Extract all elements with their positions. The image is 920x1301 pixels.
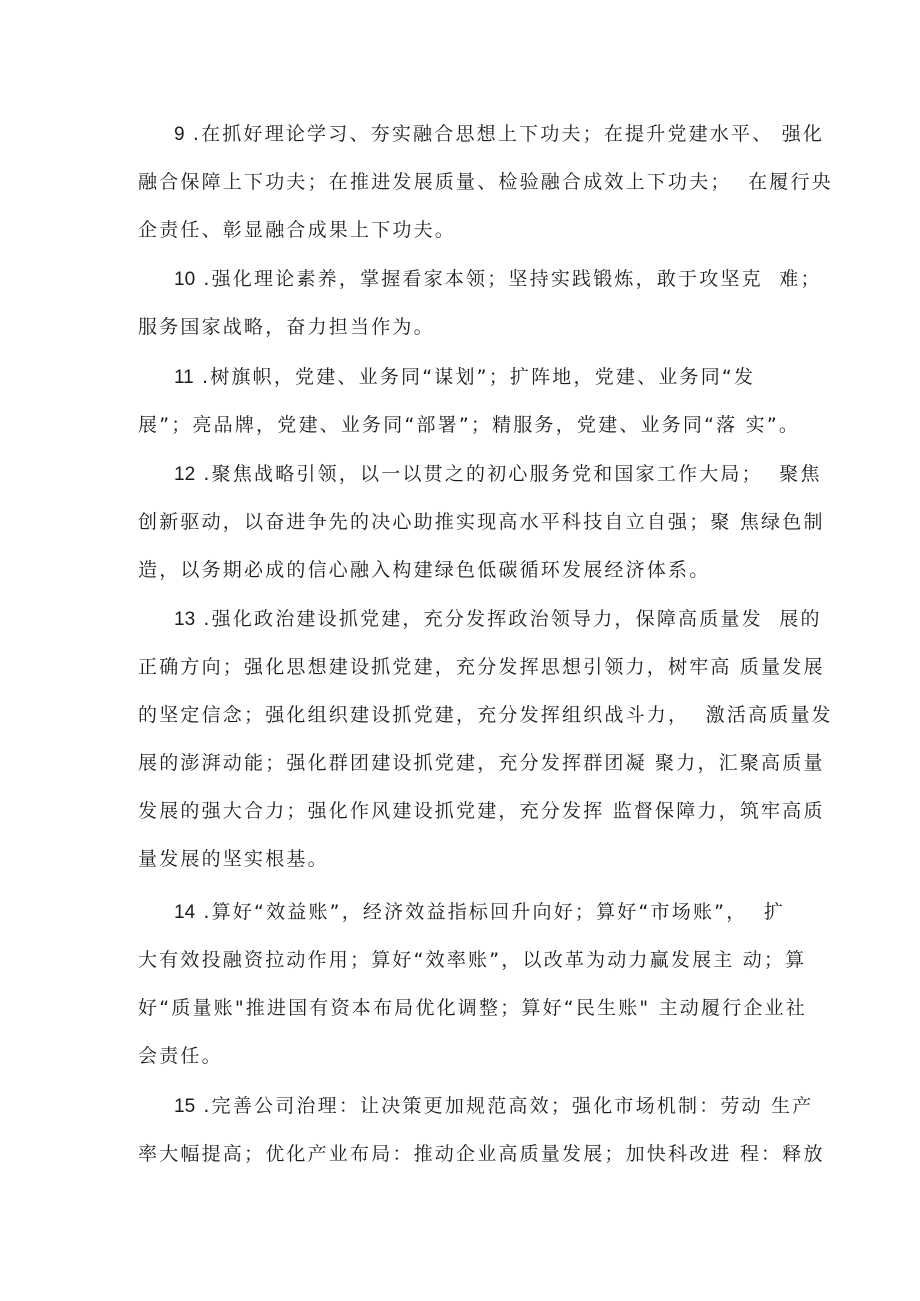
- paragraph-line: 正确方向；强化思想建设抓党建，充分发挥思想引领力，树牢高 质量发展: [138, 656, 825, 678]
- paragraph-line: 14 .算好“效益账”，经济效益指标回升向好；算好“市场账”， 扩: [174, 901, 786, 923]
- paragraph-line: 9 .在抓好理论学习、夯实融合思想上下功夫；在提升党建水平、 强化: [174, 123, 825, 145]
- paragraph-line: 15 .完善公司治理：让决策更加规范高效；强化市场机制：劳动 生产: [174, 1095, 814, 1117]
- paragraph-number: 9: [174, 124, 185, 145]
- paragraph-line: 创新驱动，以奋进争先的决心助推实现高水平科技自立自强；聚 焦绿色制: [138, 511, 825, 533]
- paragraph-line: 大有效投融资拉动作用；算好“效率账”，以改革为动力赢发展主 动；算: [138, 949, 807, 971]
- paragraph-line: 展的澎湃动能；强化群团建设抓党建，充分发挥群团凝 聚力，汇聚高质量: [138, 752, 825, 774]
- paragraph-number: 14: [174, 902, 196, 923]
- paragraph-line: 好“质量账"推进国有资本布局优化调整；算好“民生账" 主动履行企业社: [138, 997, 808, 1019]
- paragraph-number: 15: [174, 1096, 196, 1117]
- paragraph-line: 量发展的坚实根基。: [138, 848, 329, 870]
- paragraph-line: 率大幅提高；优化产业布局：推动企业高质量发展；加快科改进 程：释放: [138, 1143, 825, 1165]
- paragraph-line: 服务国家战略，奋力担当作为。: [138, 316, 435, 338]
- paragraph-number: 10: [174, 269, 196, 290]
- paragraph-number: 12: [174, 464, 196, 485]
- paragraph-number: 13: [174, 609, 196, 630]
- paragraph-line: 造，以务期必成的信心融入构建绿色低碳循环发展经济体系。: [138, 559, 711, 581]
- paragraph-line: 展”；亮品牌，党建、业务同“部署”；精服务，党建、业务同“落 实”。: [138, 414, 801, 436]
- paragraph-line: 融合保障上下功夫；在推进发展质量、检验融合成效上下功夫； 在履行央: [138, 171, 833, 193]
- paragraph-line: 13 .强化政治建设抓党建，充分发挥政治领导力，保障高质量发 展的: [174, 608, 822, 630]
- paragraph-line: 企责任、彰显融合成果上下功夫。: [138, 219, 457, 241]
- paragraph-line: 10 .强化理论素养，掌握看家本领；坚持实践锻炼，敢于攻坚克 难；: [174, 268, 822, 290]
- paragraph-number: 11: [174, 367, 194, 388]
- paragraph-line: 发展的强大合力；强化作风建设抓党建，充分发挥 监督保障力，筑牢高质: [138, 800, 825, 822]
- paragraph-line: 12 .聚焦战略引领，以一以贯之的初心服务党和国家工作大局； 聚焦: [174, 463, 822, 485]
- paragraph-line: 11 .树旗帜，党建、业务同“谋划”；扩阵地，党建、业务同“发: [174, 366, 756, 388]
- paragraph-line: 的坚定信念；强化组织建设抓党建，充分发挥组织战斗力， 激活高质量发: [138, 704, 833, 726]
- paragraph-line: 会责任。: [138, 1045, 223, 1067]
